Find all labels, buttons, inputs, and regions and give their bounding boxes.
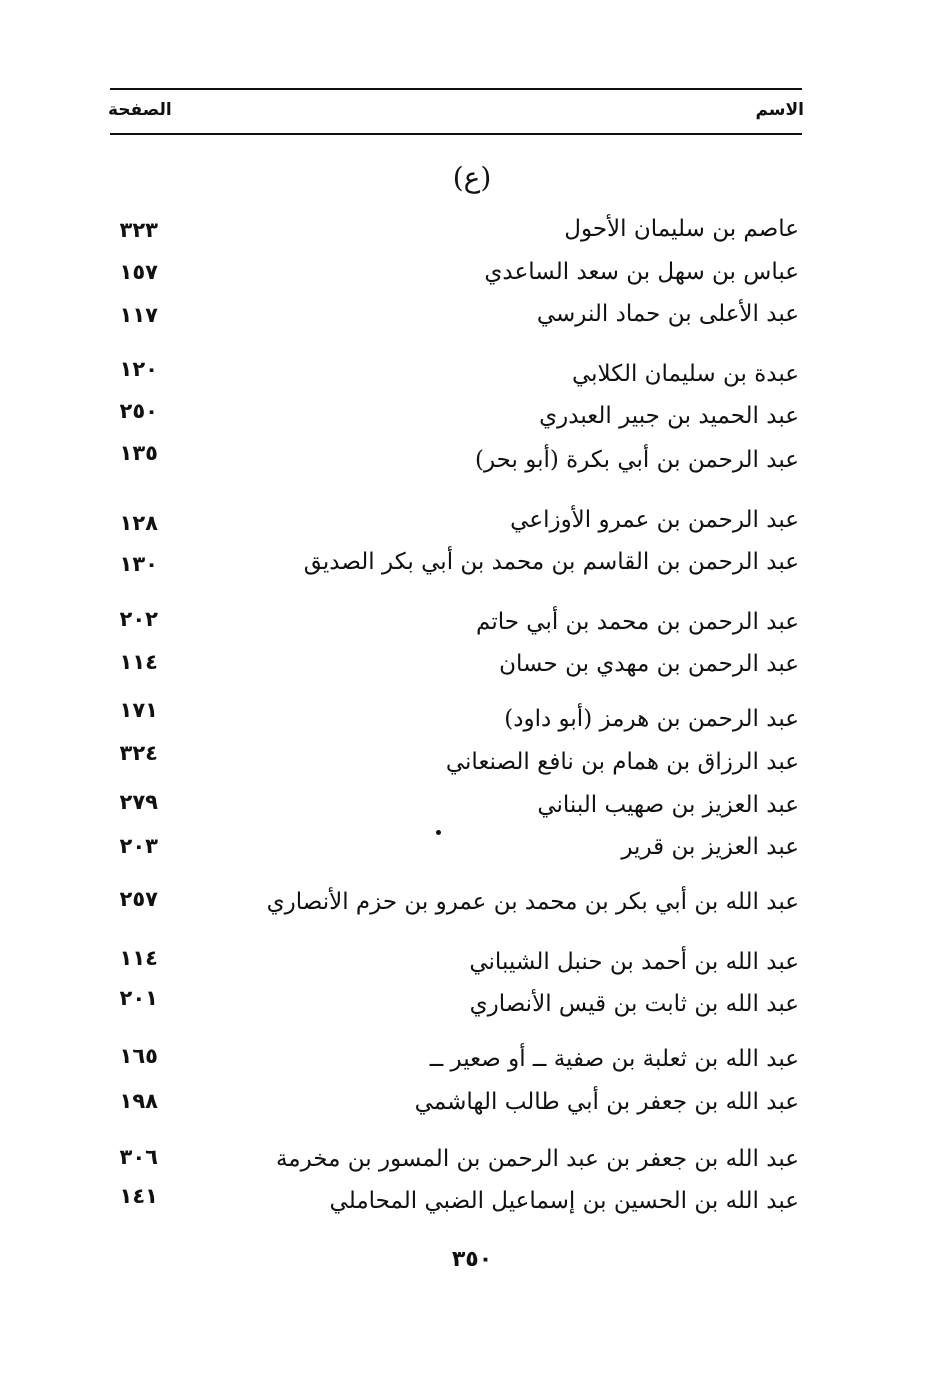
entry-page-number: ١٣٠: [119, 552, 158, 576]
entry-page-number: ١٤١: [119, 1184, 158, 1208]
entry-name: عبد الله بن جعفر بن عبد الرحمن بن المسور بن مخرمة: [275, 1146, 799, 1172]
entry-name: عبد الله بن أبي بكر بن محمد بن عمرو بن حزم الأنصاري: [266, 889, 799, 915]
entry-name: عبد الأعلى بن حماد النرسي: [536, 301, 799, 327]
entry-page-number: ١٩٨: [119, 1089, 158, 1113]
entry-page-number: ٢٠٣: [119, 834, 158, 858]
entry-name: عاصم بن سليمان الأحول: [564, 216, 799, 242]
entry-page-number: ١١٧: [119, 303, 158, 327]
entry-page-number: ١٦٥: [119, 1044, 158, 1068]
entry-name: عبد الله بن الحسين بن إسماعيل الضبي المحاملي: [329, 1188, 799, 1214]
entry-page-number: ٣٢٤: [119, 741, 158, 765]
section-letter-heading: (ع): [452, 161, 492, 194]
entry-page-number: ١٣٥: [119, 441, 158, 465]
name-column-header: الاسم: [755, 100, 804, 120]
entry-name: عبد الحميد بن جبير العبدري: [539, 403, 799, 429]
entry-name: عبد الرحمن بن القاسم بن محمد بن أبي بكر الصديق: [303, 549, 799, 575]
entry-page-number: ١٧١: [119, 698, 158, 722]
entry-name: عبد الرحمن بن هرمز (أبو داود): [504, 706, 799, 732]
entry-name: عبد الله بن جعفر بن أبي طالب الهاشمي: [414, 1089, 799, 1115]
ink-speck: [436, 830, 441, 835]
entry-name: عبد الله بن ثابت بن قيس الأنصاري: [469, 991, 799, 1017]
entry-name: عبد الله بن أحمد بن حنبل الشيباني: [469, 949, 799, 975]
entry-page-number: ٣٢٣: [119, 218, 158, 242]
entry-page-number: ٢٠١: [119, 986, 158, 1010]
entry-page-number: ٣٠٦: [119, 1145, 158, 1169]
entry-name: عبد الرحمن بن أبي بكرة (أبو بحر): [475, 447, 799, 473]
entry-name: عبدة بن سليمان الكلابي: [571, 361, 799, 387]
entry-page-number: ١١٤: [119, 650, 158, 674]
entry-name: عبد العزيز بن صهيب البناني: [537, 792, 799, 818]
entry-name: عبد الله بن ثعلبة بن صفية ــ أو صعير ــ: [429, 1046, 799, 1072]
entry-page-number: ٢٧٩: [119, 790, 158, 814]
page-folio-number: ٣٥٠: [451, 1247, 493, 1272]
entry-name: عباس بن سهل بن سعد الساعدي: [484, 259, 799, 285]
entry-name: عبد الرحمن بن عمرو الأوزاعي: [510, 507, 799, 533]
entry-page-number: ١١٤: [119, 946, 158, 970]
entry-page-number: ١٢٨: [119, 511, 158, 535]
entry-page-number: ١٥٧: [119, 260, 158, 284]
entry-page-number: ٢٥٧: [119, 887, 158, 911]
entry-name: عبد الرزاق بن همام بن نافع الصنعاني: [445, 749, 799, 775]
entry-name: عبد الرحمن بن محمد بن أبي حاتم: [476, 609, 799, 635]
entry-page-number: ٢٠٢: [119, 607, 158, 631]
entry-name: عبد الرحمن بن مهدي بن حسان: [499, 651, 799, 677]
entry-page-number: ٢٥٠: [119, 399, 158, 423]
page-column-header: الصفحة: [108, 100, 172, 120]
entry-page-number: ١٢٠: [119, 357, 158, 381]
entry-name: عبد العزيز بن قرير: [621, 834, 799, 860]
